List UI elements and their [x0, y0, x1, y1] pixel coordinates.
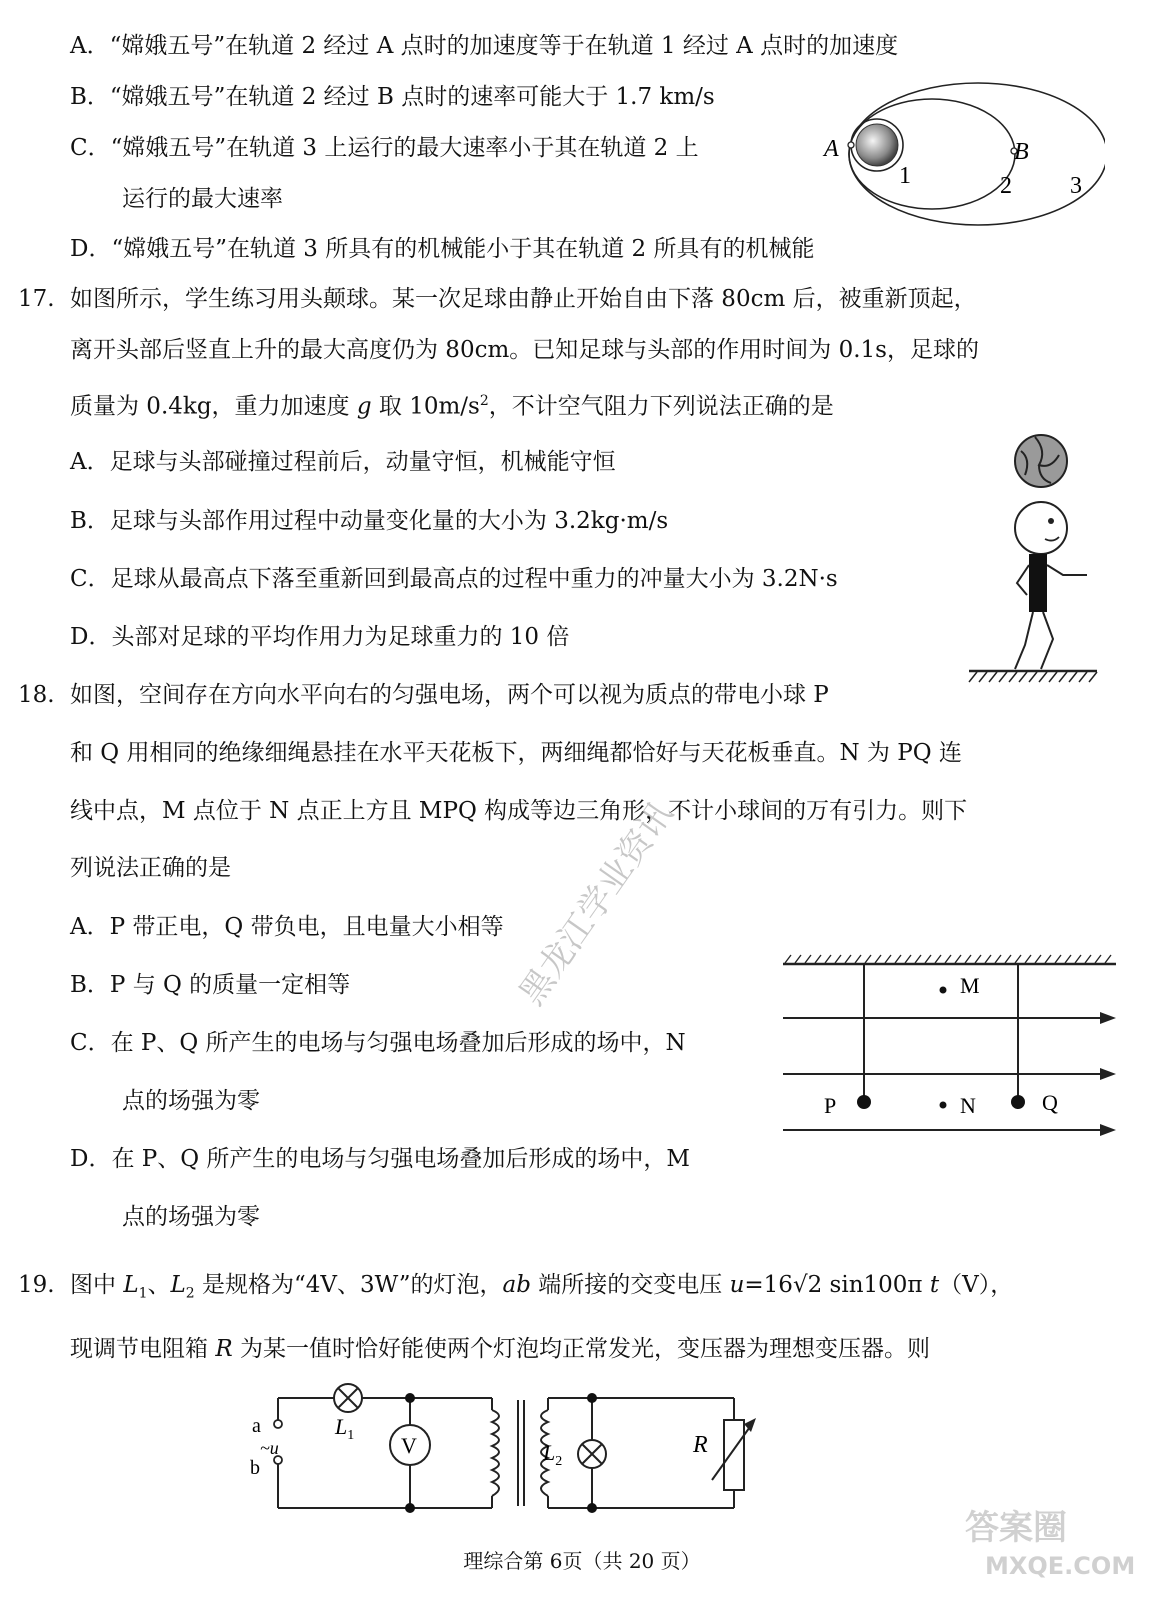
page-footer: 理综合第 6页（共 20 页） [463, 1549, 701, 1573]
point-n [940, 1102, 947, 1109]
transformer-circuit-diagram [240, 1380, 760, 1530]
lamp-l1-icon [334, 1384, 362, 1412]
label-l2: $L_2$ [543, 1440, 563, 1469]
label-a: A [824, 136, 839, 162]
terminal-a [274, 1420, 282, 1428]
label-l1: $L_1$ [335, 1414, 355, 1443]
label-orbit-3: 3 [1070, 173, 1082, 199]
q18-option-b: B．P 与 Q 的质量一定相等 [70, 972, 351, 998]
q18-option-a: A．P 带正电，Q 带负电，且电量大小相等 [70, 914, 504, 940]
body-icon [1029, 554, 1047, 612]
q18-option-d: D．在 P、Q 所产生的电场与匀强电场叠加后形成的场中，M [70, 1146, 690, 1172]
label-a-terminal: a [252, 1415, 261, 1437]
label-q: Q [1042, 1090, 1058, 1115]
label-b-terminal: b [250, 1457, 260, 1479]
voltmeter-icon [390, 1425, 430, 1465]
moon-icon [856, 124, 898, 166]
student-heading-ball-figure [955, 425, 1105, 685]
corner-url: MXQE.COM [985, 1552, 1136, 1580]
q17-stem-3: 质量为 0.4kg，重力加速度 g 取 $10m/s^2$，不计空气阻力下列说法正确的是 [70, 393, 834, 420]
q18-option-c: C．在 P、Q 所产生的电场与匀强电场叠加后形成的场中，N [70, 1030, 686, 1056]
q17-stem-2: 离开头部后竖直上升的最大高度仍为 80cm。已知足球与头部的作用时间为 0.1s，足球的 [70, 337, 979, 363]
corner-logo: 答案圈 [965, 1508, 1067, 1548]
lamp-l2-icon [578, 1440, 606, 1468]
q19-stem-2: 现调节电阻箱 R 为某一值时恰好能使两个灯泡均正常发光，变压器为理想变压器。则 [70, 1336, 930, 1362]
q18-option-d-cont: 点的场强为零 [122, 1204, 260, 1230]
q16-option-c-cont: 运行的最大速率 [122, 186, 283, 212]
label-b: B [1014, 139, 1029, 165]
label-r: R [693, 1432, 708, 1458]
q18-stem-3: 线中点，M 点位于 N 点正上方且 MPQ 构成等边三角形，不计小球间的万有引力。则下 [70, 798, 968, 824]
electric-field-diagram [780, 950, 1120, 1145]
q16-option-d: D．“嫦娥五号”在轨道 3 所具有的机械能小于其在轨道 2 所具有的机械能 [70, 236, 815, 262]
q18-option-c-cont: 点的场强为零 [122, 1088, 260, 1114]
head-icon [1015, 502, 1067, 554]
q17-number: 17. [18, 286, 55, 312]
ball-p [857, 1095, 871, 1109]
label-orbit-2: 2 [1000, 173, 1012, 199]
label-u: ~u [260, 1438, 279, 1458]
q18-stem-1: 如图，空间存在方向水平向右的匀强电场，两个可以视为质点的带电小球 P [70, 682, 829, 708]
label-orbit-1: 1 [899, 163, 911, 189]
q17-option-c: C．足球从最高点下落至重新回到最高点的过程中重力的冲量大小为 3.2N·s [70, 566, 838, 592]
q19-number: 19. [18, 1272, 55, 1298]
ball-q [1011, 1095, 1025, 1109]
orbit-diagram [815, 72, 1105, 237]
q16-option-a: A．“嫦娥五号”在轨道 2 经过 A 点时的加速度等于在轨道 1 经过 A 点时的加速度 [70, 33, 899, 59]
point-a [848, 142, 854, 148]
watermark-text: 黑龙江学业资讯 [511, 794, 681, 1013]
q16-option-b: B．“嫦娥五号”在轨道 2 经过 B 点时的速率可能大于 1.7 km/s [70, 84, 715, 110]
q18-number: 18. [18, 682, 55, 708]
point-m [940, 987, 947, 994]
label-m: M [960, 973, 980, 998]
q17-option-b: B．足球与头部作用过程中动量变化量的大小为 3.2kg·m/s [70, 508, 669, 534]
q19-stem-1: 图中 $L_1$、$L_2$ 是规格为“4V、3W”的灯泡，ab 端所接的交变电压 u=16√2 sin100π t（V）， [70, 1272, 1014, 1302]
label-p: P [824, 1093, 837, 1118]
q16-option-c: C．“嫦娥五号”在轨道 3 上运行的最大速率小于其在轨道 2 上 [70, 135, 699, 161]
label-n: N [960, 1093, 976, 1118]
svg-text:V: V [401, 1433, 417, 1458]
q17-option-d: D．头部对足球的平均作用力为足球重力的 10 倍 [70, 624, 570, 650]
q18-stem-4: 列说法正确的是 [70, 855, 231, 881]
q17-stem-1: 如图所示，学生练习用头颠球。某一次足球由静止开始自由下落 80cm 后，被重新顶起， [70, 286, 977, 312]
q18-stem-2: 和 Q 用相同的绝缘细绳悬挂在水平天花板下，两细绳都恰好与天花板垂直。N 为 PQ 连 [70, 740, 962, 766]
q17-option-a: A．足球与头部碰撞过程前后，动量守恒，机械能守恒 [70, 449, 616, 475]
